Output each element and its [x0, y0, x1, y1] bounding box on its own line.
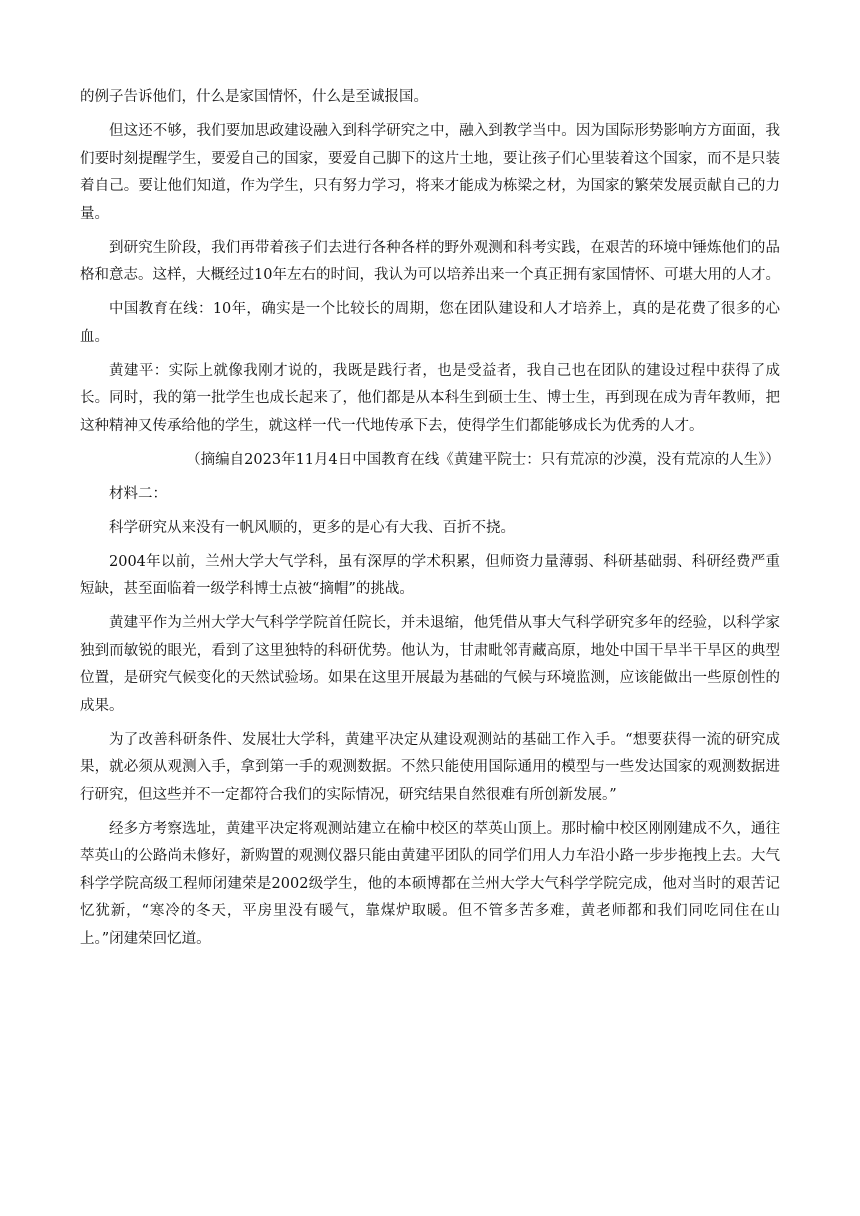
paragraph: 黄建平作为兰州大学大气科学学院首任院长，并未退缩，他凭借从事大气科学研究多年的经验，以科学家独到而敏锐的眼光，看到了这里独特的科研优势。他认为，甘肃毗邻青藏高原，地处中国干旱半干旱区的典型位置，是研究气候变化的天然试验场。如果在这里开展最为基础的气候与环境监测，应该能做出一些原创性的成果。 [80, 615, 780, 714]
paragraph: 科学研究从来没有一帆风顺的，更多的是心有大我、百折不挠。 [109, 519, 515, 536]
source-citation: （摘编自2023年11月4日中国教育在线《黄建平院士：只有荒凉的沙漠，没有荒凉的人生》） [186, 451, 780, 468]
interview-answer: 黄建平：实际上就像我刚才说的，我既是践行者，也是受益者，我自己也在团队的建设过程中获得了成长。同时，我的第一批学生也成长起来了，他们都是从本科生到硕士生、博士生，再到现在成为青年教师，把这种精神又传承给他的学生，就这样一代一代地传承下去，使得学生们都能够成长为优秀的人才。 [80, 362, 780, 434]
paragraph-continuation: 的例子告诉他们，什么是家国情怀，什么是至诚报国。 [80, 89, 428, 105]
interview-question: 中国教育在线：10年，确实是一个比较长的周期，您在团队建设和人才培养上，真的是花费了很多的心血。 [80, 301, 780, 345]
paragraph: 经多方考察选址，黄建平决定将观测站建立在榆中校区的萃英山顶上。那时榆中校区刚刚建成不久，通往萃英山的公路尚未修好，新购置的观测仪器只能由黄建平团队的同学们用人力车沿小路一步步拖拽上去。大气科学学院高级工程师闭建荣是2002级学生，他的本硕博都在兰州大学大气科学学院完成，他对当时的艰苦记忆犹新，“寒冷的冬天，平房里没有暖气，靠煤炉取暖。但不管多苦多难，黄老师都和我们同吃同住在山上。”闭建荣回忆道。 [80, 820, 780, 947]
paragraph: 但这还不够，我们要加思政建设融入到科学研究之中，融入到教学当中。因为国际形势影响方方面面，我们要时刻提醒学生，要爱自己的国家，要爱自己脚下的这片土地，要让孩子们心里装着这个国家，而不是只装着自己。要让他们知道，作为学生，只有努力学习，将来才能成为栋梁之材，为国家的繁荣发展贡献自己的力量。 [80, 123, 780, 222]
paragraph: 为了改善科研条件、发展壮大学科，黄建平决定从建设观测站的基础工作入手。“想要获得一流的研究成果，就必须从观测入手，拿到第一手的观测数据。不然只能使用国际通用的模型与一些发达国家的观测数据进行研究，但这些并不一定都符合我们的实际情况，研究结果自然很难有所创新发展。” [80, 731, 780, 803]
paragraph: 到研究生阶段，我们再带着孩子们去进行各种各样的野外观测和科考实践，在艰苦的环境中锤炼他们的品格和意志。这样，大概经过10年左右的时间，我认为可以培养出来一个真正拥有家国情怀、可堪大用的人才。 [80, 239, 780, 283]
document-body [80, 84, 780, 960]
paragraph: 2004年以前，兰州大学大气学科，虽有深厚的学术积累，但师资力量薄弱、科研基础弱、科研经费严重短缺，甚至面临着一级学科博士点被“摘帽”的挑战。 [80, 553, 780, 597]
section-heading: 材料二： [109, 485, 167, 502]
